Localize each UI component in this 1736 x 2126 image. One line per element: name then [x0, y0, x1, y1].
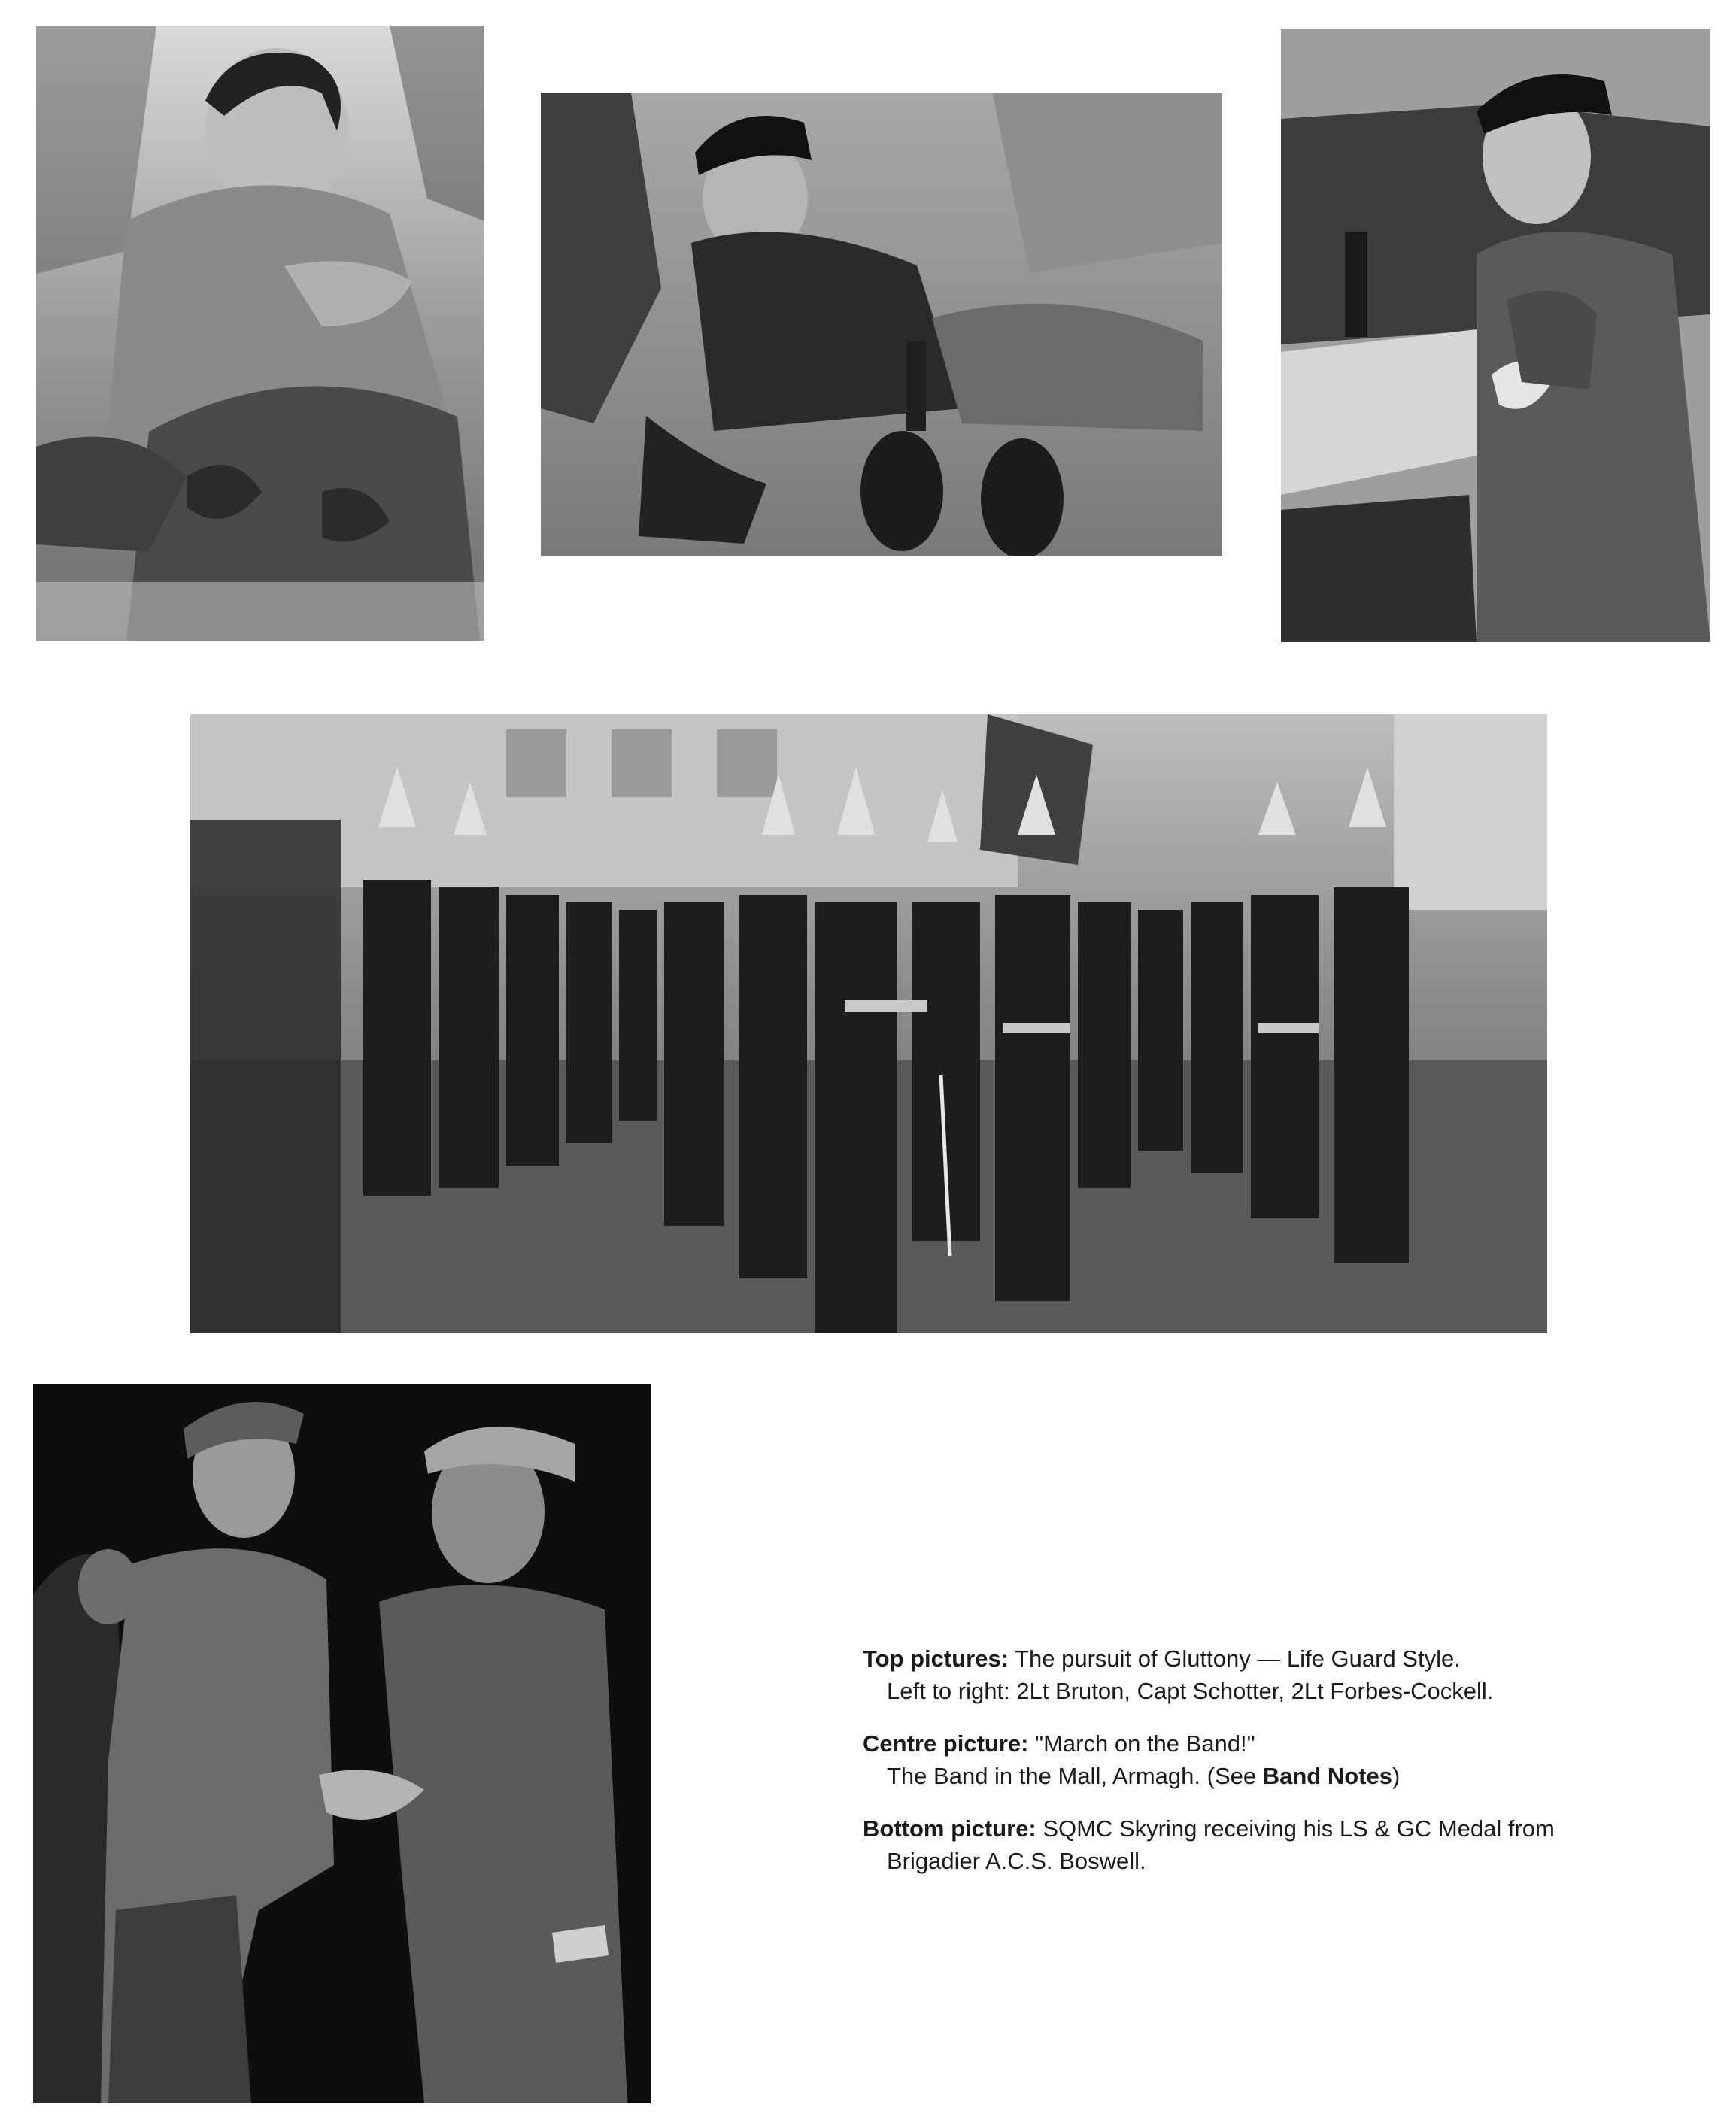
caption-top-pictures-line1 — [863, 1642, 1720, 1675]
caption-top-pictures-line2: Left to right: 2Lt Bruton, Capt Schotter, 2Lt Forbes-Cockell. — [887, 1678, 1494, 1704]
caption-top-pictures-heading: Top pictures: — [863, 1645, 1009, 1672]
caption-top-pictures — [863, 1642, 1720, 1707]
caption-top-pictures-text: The pursuit of Gluttony — Life Guard Style. — [1009, 1645, 1461, 1672]
photo-center — [190, 714, 1547, 1333]
caption-bottom-picture-line2: Brigadier A.C.S. Boswell. — [887, 1848, 1146, 1874]
caption-centre-picture-line2-prefix: The Band in the Mall, Armagh. (See — [887, 1763, 1263, 1789]
photo-center-image — [190, 714, 1547, 1333]
caption-centre-picture — [863, 1727, 1720, 1792]
photo-top-center — [541, 93, 1222, 556]
caption-bottom-picture — [863, 1812, 1720, 1877]
photo-top-center-image — [541, 93, 1222, 556]
band-notes-reference: Band Notes — [1262, 1763, 1392, 1789]
photo-bottom — [33, 1384, 651, 2103]
caption-centre-picture-line1 — [863, 1727, 1720, 1760]
caption-centre-picture-line2 — [863, 1760, 1720, 1792]
caption-centre-picture-text: "March on the Band!" — [1028, 1730, 1255, 1757]
photo-bottom-image — [33, 1384, 651, 2103]
caption-bottom-picture-heading: Bottom picture: — [863, 1815, 1036, 1842]
caption-centre-picture-heading: Centre picture: — [863, 1730, 1029, 1757]
caption-centre-picture-line2-suffix: ) — [1392, 1763, 1401, 1789]
caption-bottom-picture-text: SQMC Skyring receiving his LS & GC Medal from — [1036, 1815, 1555, 1842]
photo-top-right-image — [1281, 29, 1710, 642]
photo-top-right — [1281, 29, 1710, 642]
photo-top-left-image — [36, 26, 484, 641]
photo-top-left — [36, 26, 484, 641]
caption-bottom-picture-line1 — [863, 1812, 1720, 1845]
caption-block — [863, 1642, 1720, 1897]
